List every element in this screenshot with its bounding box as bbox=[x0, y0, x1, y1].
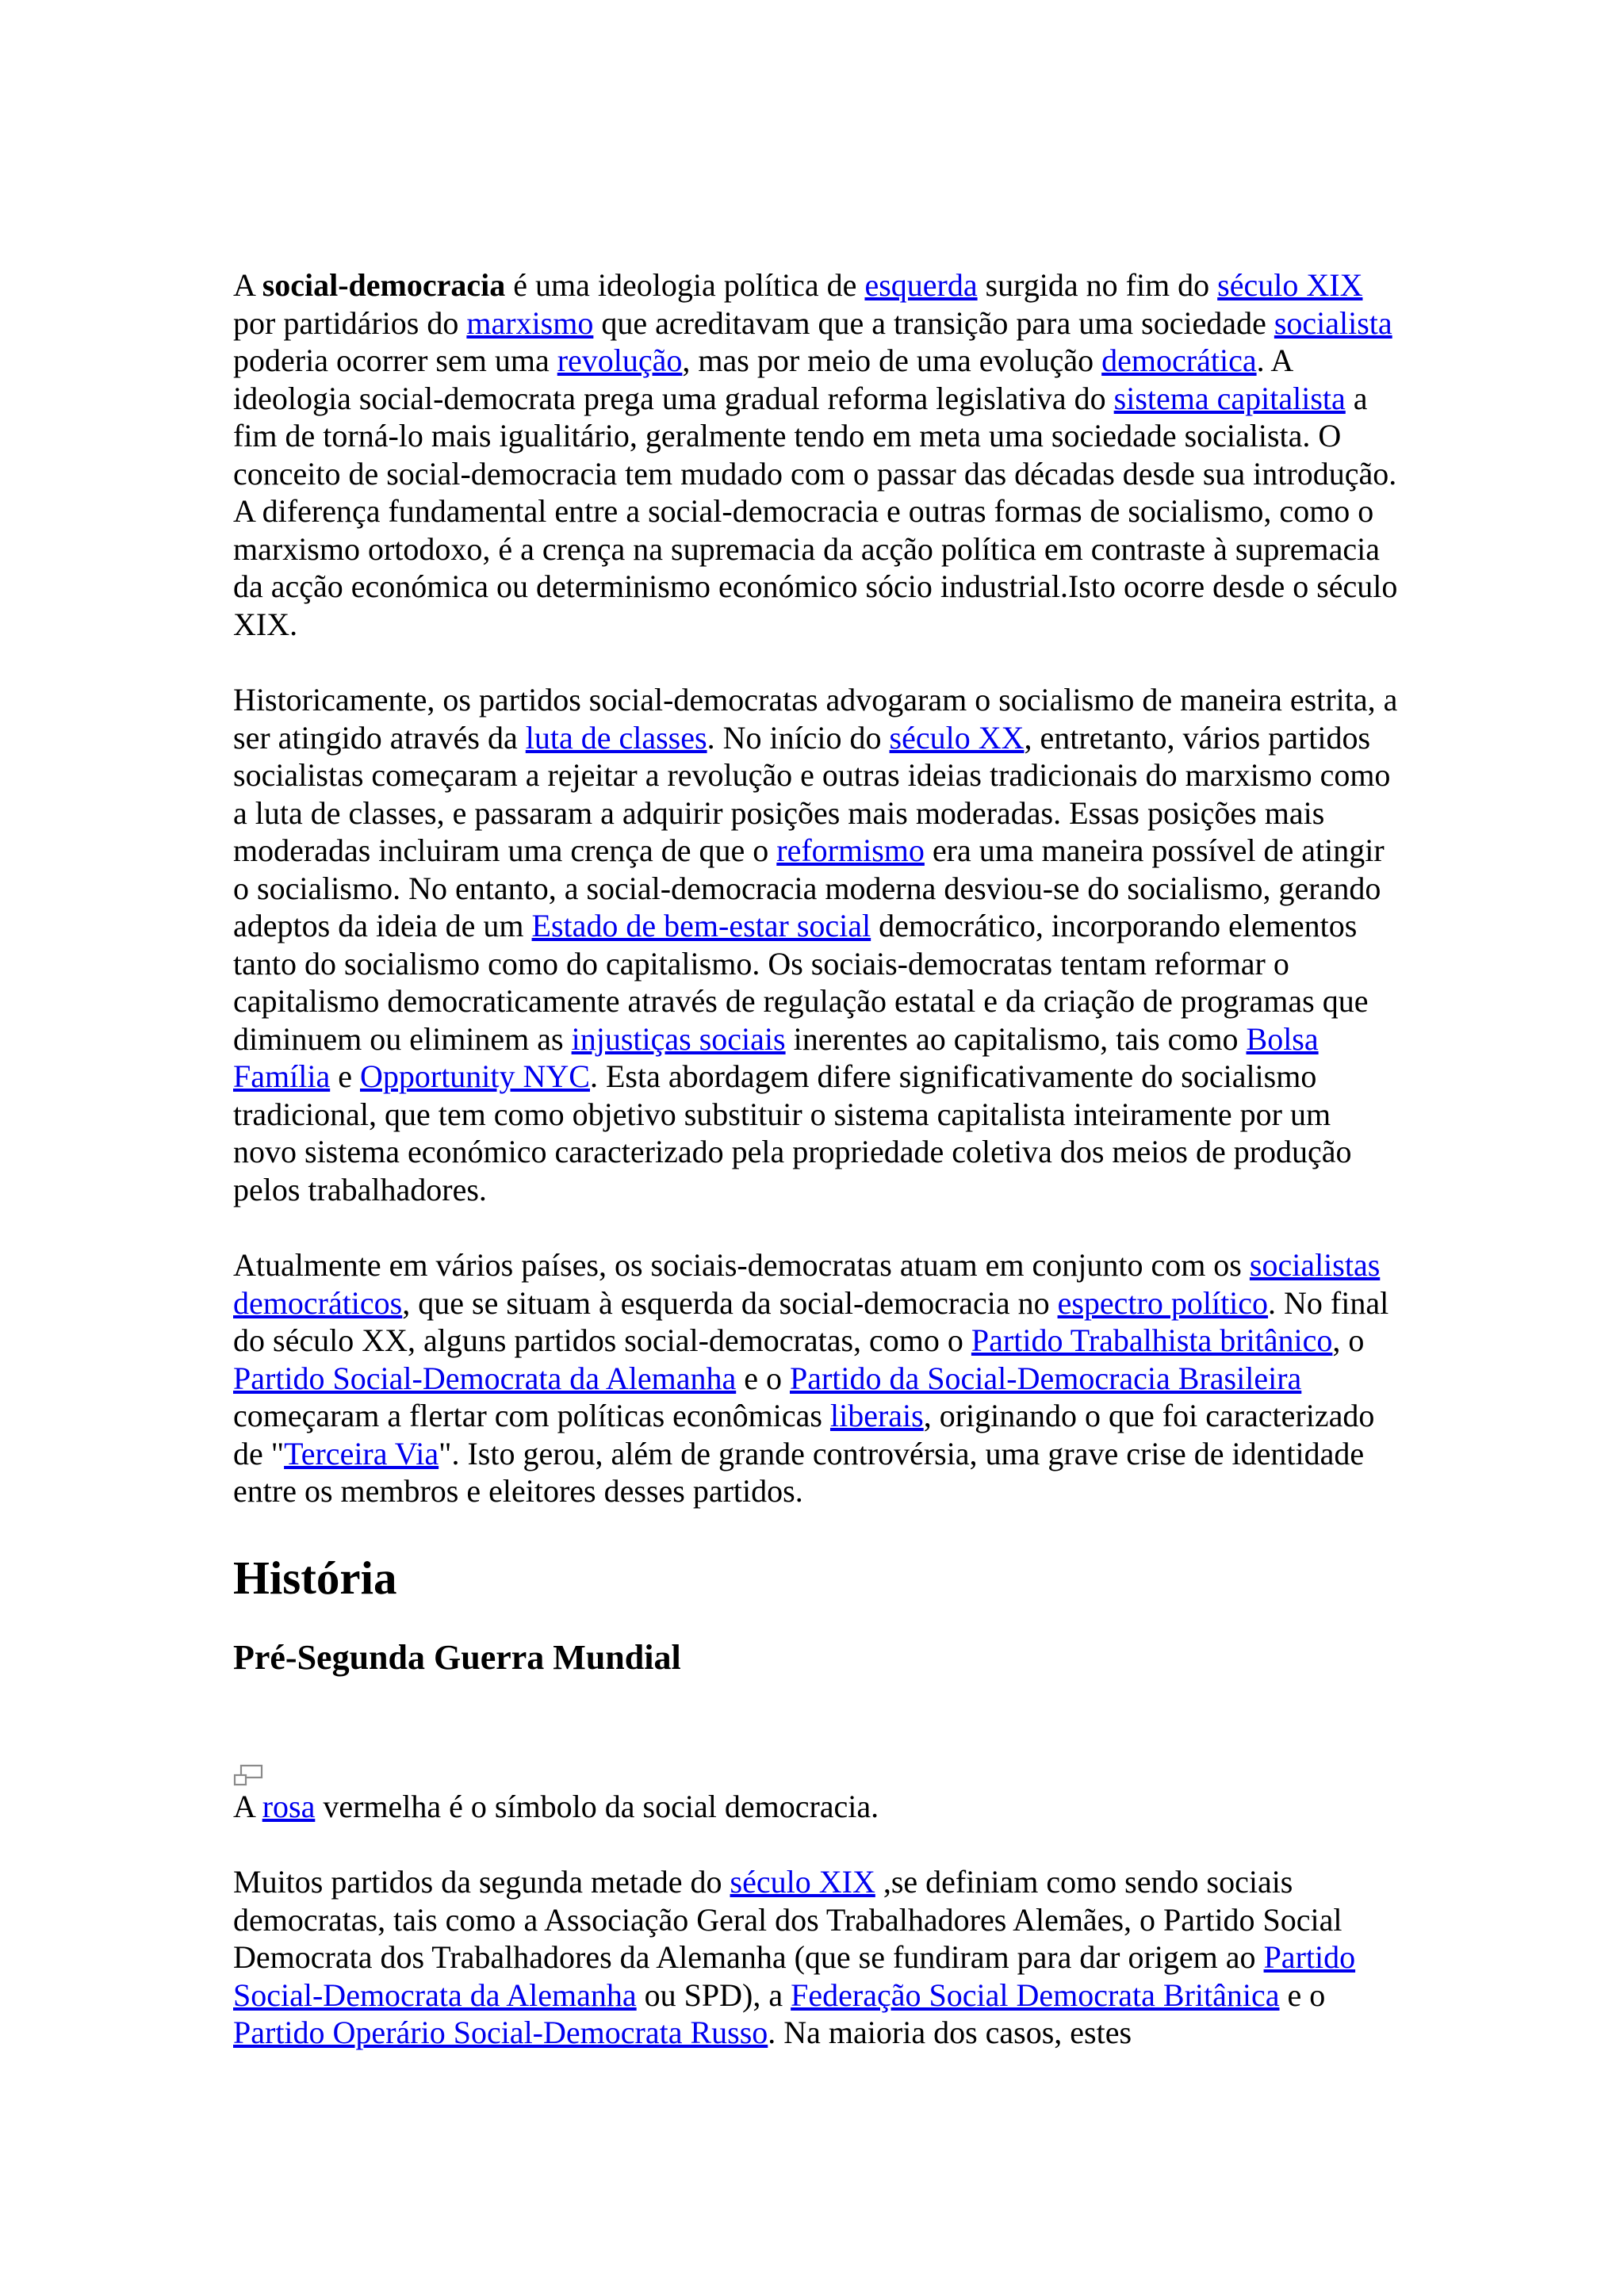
text-run: inerentes ao capitalismo, tais como bbox=[785, 1020, 1247, 1057]
link-opportunity-nyc[interactable]: Opportunity NYC bbox=[359, 1058, 590, 1094]
section-heading-historia: História bbox=[233, 1551, 397, 1604]
text-run: poderia ocorrer sem uma bbox=[233, 342, 557, 378]
link-socialista[interactable]: socialista bbox=[1274, 304, 1392, 341]
link-liberais[interactable]: liberais bbox=[829, 1398, 924, 1433]
link-partido-operario-russo[interactable]: Partido Operário Social-Democrata Russo bbox=[233, 2015, 768, 2050]
text-run: e bbox=[330, 1058, 360, 1094]
text-run: por partidários do bbox=[233, 304, 467, 341]
text-run: , que se situam à esquerda da social-democracia no bbox=[402, 1284, 1058, 1321]
link-federacao-social-democrata[interactable]: Federação Social Democrata Britânica bbox=[791, 1976, 1280, 2013]
text-run: . Na maioria dos casos, estes bbox=[768, 2015, 1132, 2050]
article-body bbox=[233, 266, 1399, 2052]
link-spd[interactable]: Partido Social-Democrata da Alemanha bbox=[233, 1360, 737, 1396]
text-run: A bbox=[233, 1788, 262, 1824]
text-run: que acreditavam que a transição para uma sociedade bbox=[593, 304, 1274, 341]
link-estado-bem-estar-social[interactable]: Estado de bem-estar social bbox=[531, 908, 871, 943]
text-run: e o bbox=[736, 1360, 790, 1396]
link-seculo-xix[interactable]: século XIX bbox=[730, 1864, 875, 1900]
text-run: Atualmente em vários países, os sociais-democratas atuam em conjunto com os bbox=[233, 1247, 1250, 1283]
link-revolucao[interactable]: revolução bbox=[557, 342, 683, 378]
link-terceira-via[interactable]: Terceira Via bbox=[284, 1435, 439, 1471]
link-bolsa-familia[interactable]: Bolsa Família bbox=[233, 1020, 1319, 1094]
history-paragraph bbox=[233, 1863, 1399, 2052]
text-run: ou SPD), a bbox=[636, 1976, 791, 2013]
link-reformismo[interactable]: reformismo bbox=[776, 832, 925, 868]
link-seculo-xx[interactable]: século XX bbox=[889, 719, 1025, 756]
link-psdb[interactable]: Partido da Social-Democracia Brasileira bbox=[789, 1360, 1302, 1396]
text-run: , entretanto, vários partidos socialistas começaram a rejeitar a revolução e outras ideias tradicionais do marxismo como a luta de classes, e passaram a adquirir posições mais moderadas. Essas posições mais moderadas incluiram uma crença de que o bbox=[233, 719, 1391, 868]
link-seculo-xix[interactable]: século XIX bbox=[1217, 267, 1363, 303]
link-spd[interactable]: Partido Social-Democrata da Alemanha bbox=[233, 1939, 1356, 2013]
text-run: e o bbox=[1279, 1976, 1326, 2013]
current-status-paragraph bbox=[233, 1246, 1399, 1510]
text-run: , originando o que foi caracterizado de " bbox=[233, 1398, 1375, 1471]
text-run: vermelha é o símbolo da social democracia. bbox=[315, 1788, 879, 1824]
text-run: , mas por meio de uma evolução bbox=[682, 342, 1102, 378]
link-democratica[interactable]: democrática bbox=[1101, 342, 1257, 378]
text-run: . A ideologia social-democrata prega uma gradual reforma legislativa do bbox=[233, 342, 1293, 416]
link-marxismo[interactable]: marxismo bbox=[466, 304, 594, 341]
text-run: . Esta abordagem difere significativamente do socialismo tradicional, que tem como objetivo substituir o sistema capitalista inteiramente por um novo sistema económico caracterizado pela propriedade coletiva dos meios de produção pelos trabalhadores. bbox=[233, 1058, 1352, 1207]
link-injusticas-sociais[interactable]: injustiças sociais bbox=[571, 1020, 786, 1057]
link-esquerda[interactable]: esquerda bbox=[864, 267, 978, 303]
text-run: era uma maneira possível de atingir o socialismo. No entanto, a social-democracia moderna desviou-se do socialismo, gerando adeptos da ideia de um bbox=[233, 832, 1385, 943]
link-luta-de-classes[interactable]: luta de classes bbox=[525, 719, 707, 756]
text-run: Historicamente, os partidos social-democratas advogaram o socialismo de maneira estrita, a ser atingido através da bbox=[233, 682, 1398, 756]
text-run: , o bbox=[1332, 1322, 1365, 1358]
text-run: ,se definiam como sendo sociais democratas, tais como a Associação Geral dos Trabalhadores Alemães, o Partido Social Democrata dos Trabalhadores da Alemanha (que se fundiram para dar origem ao bbox=[233, 1864, 1342, 1975]
text-run: começaram a flertar com políticas econômicas bbox=[233, 1398, 830, 1433]
bold-term: social-democracia bbox=[262, 267, 506, 303]
intro-paragraph bbox=[233, 266, 1399, 643]
subsection-heading-pre-guerra: Pré-Segunda Guerra Mundial bbox=[233, 1637, 681, 1677]
text-run: a fim de torná-lo mais igualitário, geralmente tendo em meta uma sociedade socialista. O conceito de social-democracia tem mudado com o passar das décadas desde sua introdução. A diferença fundamental entre a social-democracia e outras formas de socialismo, como o marxismo ortodoxo, é a crença na supremacia da acção política em contraste à supremacia da acção económica ou determinismo económico sócio industrial.Isto ocorre desde o século XIX. bbox=[233, 380, 1398, 642]
text-run: democrático, incorporando elementos tanto do socialismo como do capitalismo. Os sociais-democratas tentam reformar o capitalismo democraticamente através de regulação estatal e da criação de programas que diminuem ou eliminem as bbox=[233, 908, 1369, 1057]
broken-image-icon bbox=[233, 1764, 265, 1788]
link-socialistas-democraticos[interactable]: socialistas democráticos bbox=[233, 1247, 1381, 1321]
link-rosa[interactable]: rosa bbox=[262, 1788, 316, 1824]
text-run: Muitos partidos da segunda metade do bbox=[233, 1864, 730, 1900]
text-run: surgida no fim do bbox=[977, 267, 1218, 303]
text-run: ". Isto gerou, além de grande controvérsia, uma grave crise de identidade entre os membros e eleitores desses partidos. bbox=[233, 1435, 1365, 1509]
history-summary-paragraph bbox=[233, 681, 1399, 1208]
text-run: . No final do século XX, alguns partidos social-democratas, como o bbox=[233, 1284, 1389, 1358]
text-run: é uma ideologia política de bbox=[505, 267, 865, 303]
link-partido-trabalhista[interactable]: Partido Trabalhista britânico bbox=[971, 1322, 1333, 1358]
text-run: A bbox=[233, 267, 262, 303]
image-caption bbox=[233, 1788, 1399, 1826]
text-run: . No início do bbox=[707, 719, 890, 756]
link-espectro-politico[interactable]: espectro político bbox=[1057, 1284, 1269, 1321]
link-sistema-capitalista[interactable]: sistema capitalista bbox=[1113, 380, 1346, 416]
